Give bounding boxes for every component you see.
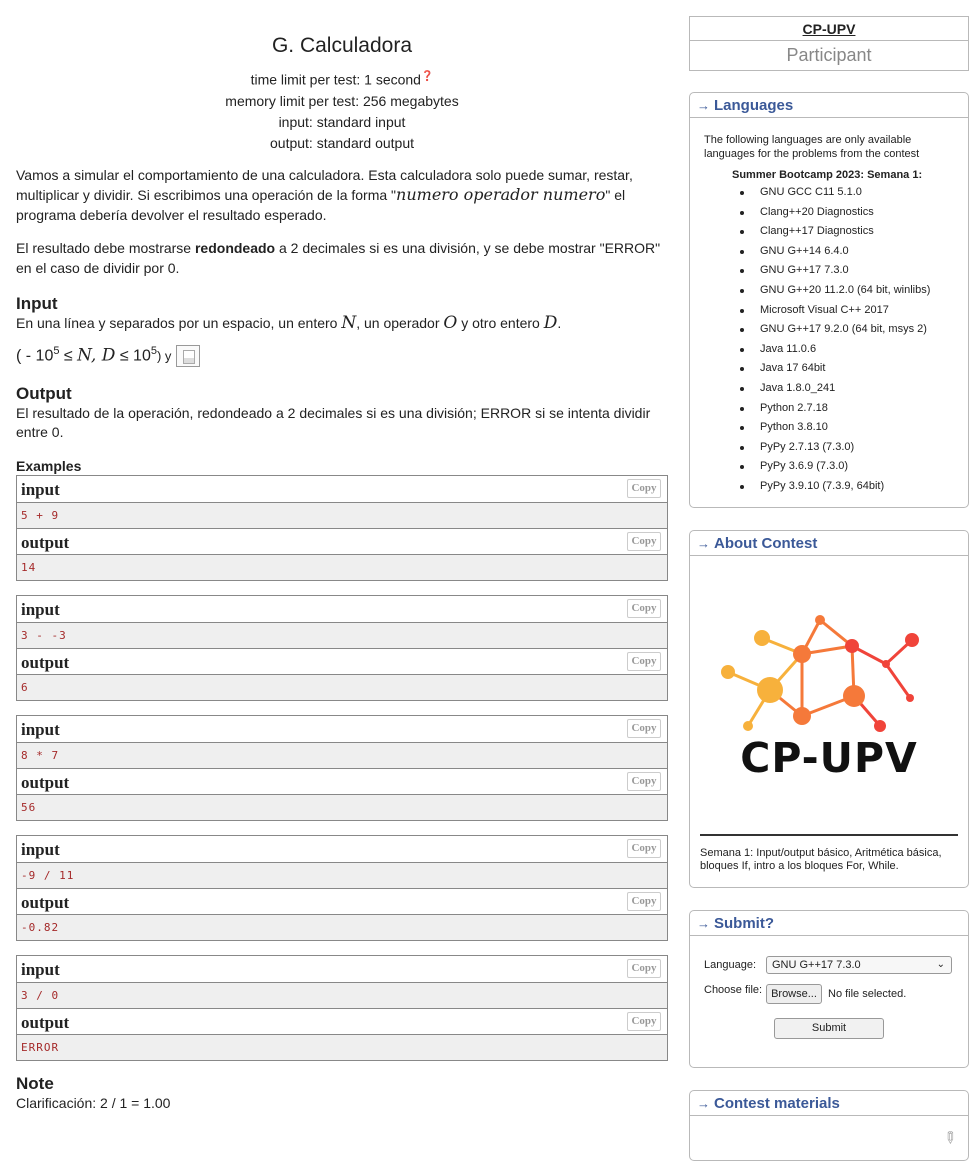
contest-materials-box [689,1090,969,1161]
help-icon[interactable]: ❓ [420,71,434,82]
input-label: input [21,719,60,739]
output-label: output [21,1012,70,1032]
input-text-part: En una línea y separados por un espacio, un entero [16,315,342,332]
language-select[interactable] [766,956,952,974]
input-label: input [21,479,60,499]
input-label: input [21,839,60,859]
language-item: GNU G++17 7.3.0 [704,261,954,281]
broken-image-icon [176,345,200,367]
network-logo-icon [700,566,958,834]
output-text: El resultado de la operación, redondeado a 2 decimales si es una división; ERROR si se intenta dividir entre 0. [16,404,651,441]
problem-header [16,33,668,154]
statement-italic: numero operador numero [396,185,606,205]
submit-form [690,936,968,1053]
input-header [17,476,667,503]
about-contest-box [689,530,969,888]
sample-input: 3 - -3 [17,623,667,648]
copy-input-button[interactable]: Copy [627,599,661,618]
note-text: Clarificación: 2 / 1 = 1.00 [16,1094,171,1111]
caption-text: Languages [714,97,794,114]
file-row [704,984,954,1018]
about-body [690,556,968,883]
input-header [17,596,667,623]
language-item: Java 1.8.0_241 [704,379,954,399]
arrow-right-icon: → [697,98,710,113]
caption-text: Submit? [714,915,774,932]
input-text-part: y otro entero [457,315,544,332]
contest-logo [700,566,958,836]
logo-text: CP-UPV [740,734,918,782]
contest-name-link[interactable]: CP-UPV [690,17,968,41]
about-description: Semana 1: Input/output básico, Aritmética básica, bloques If, intro a los bloques For, While. [700,847,942,872]
paperclip-icon[interactable]: ✎ [938,1127,960,1150]
sample-output: ERROR [17,1035,667,1060]
output-header [17,648,667,675]
languages-box [689,92,969,508]
copy-output-button[interactable]: Copy [627,652,661,671]
output-header [17,888,667,915]
input-text-part: , un operador [356,315,444,332]
constraint-line [16,340,668,367]
sample-test [16,715,668,821]
note-section [16,1073,668,1114]
languages-intro: The following languages are only available languages for the problems from the contest [704,134,920,160]
sample-input: -9 / 11 [17,863,667,888]
output-file: output: standard output [270,134,414,151]
copy-input-button[interactable]: Copy [627,719,661,738]
copy-input-button[interactable]: Copy [627,479,661,498]
copy-output-button[interactable]: Copy [627,532,661,551]
copy-output-button[interactable]: Copy [627,772,661,791]
arrow-right-icon: → [697,1096,710,1111]
language-item: Clang++20 Diagnostics [704,203,954,223]
language-item: Java 17 64bit [704,359,954,379]
input-header [17,956,667,983]
submit-box [689,910,969,1068]
sample-test [16,955,668,1061]
language-row [704,956,954,984]
sample-test [16,595,668,701]
about-caption [690,531,968,556]
sample-test [16,475,668,581]
language-select-value: GNU G++17 7.3.0 [772,959,861,971]
output-specification [16,383,668,443]
language-label: Language: [704,959,756,971]
file-status: No file selected. [828,988,907,1000]
language-item: Clang++17 Diagnostics [704,222,954,242]
language-item: Java 11.0.6 [704,340,954,360]
participant-role: Participant [786,45,872,65]
statement-bold: redondeado [194,240,276,257]
languages-list [704,183,954,497]
language-item: PyPy 3.9.10 (7.3.9, 64bit) [704,477,954,497]
language-item: PyPy 3.6.9 (7.3.0) [704,457,954,477]
sample-output: 14 [17,555,667,580]
input-title: Input [16,294,58,314]
output-title: Output [16,383,72,403]
copy-output-button[interactable]: Copy [627,892,661,911]
statement-paragraph-1 [16,166,668,226]
output-label: output [21,652,70,672]
sample-input: 5 + 9 [17,503,667,528]
math-var: O [443,313,458,334]
constraint-exponent: 5 [53,344,60,357]
sample-output: 56 [17,795,667,820]
constraint-text: ) y [156,347,172,363]
copy-input-button[interactable]: Copy [627,839,661,858]
output-label: output [21,772,70,792]
input-text [16,314,668,334]
output-header [17,768,667,795]
browse-button[interactable]: Browse... [766,984,822,1004]
input-file: input: standard input [278,113,406,130]
time-limit-text: time limit per test: 1 second [250,71,421,88]
statement-text: a 2 decimales si es una división, y se debe mostrar "ERROR" en el caso de dividir por 0. [16,240,661,276]
math-var: D [543,313,558,334]
chevron-down-icon: ⌄ [936,959,945,970]
statement-text: " el programa debería devolver el resultado esperado. [16,187,626,223]
arrow-right-icon: → [697,536,710,551]
language-item: PyPy 2.7.13 (7.3.0) [704,438,954,458]
problem-title: G. Calculadora [271,34,413,57]
constraint-text: ≤ [59,346,78,364]
language-item: Python 2.7.18 [704,399,954,419]
language-item: GNU GCC C11 5.1.0 [704,183,954,203]
submit-button[interactable]: Submit [774,1018,884,1039]
languages-group-title: Summer Bootcamp 2023: Semana 1: [732,169,923,181]
constraint-exponent: 5 [150,344,157,357]
copy-input-button[interactable]: Copy [627,959,661,978]
arrow-right-icon: → [697,916,710,931]
sample-output: 6 [17,675,667,700]
materials-body [690,1116,968,1160]
sample-output: -0.82 [17,915,667,940]
constraint-text: ( - 10 [16,346,54,364]
math-var: N, D [77,344,116,365]
language-item: Microsoft Visual C++ 2017 [704,301,954,321]
constraint-text: ≤ 10 [115,346,151,364]
statement-text: El resultado debe mostrarse [16,240,195,257]
input-text-part: . [557,315,562,332]
input-label: input [21,959,60,979]
language-item: Python 3.8.10 [704,418,954,438]
statement-text: Vamos a simular el comportamiento de una calculadora. Esta calculadora solo puede sumar, restar, multiplicar y dividir. Si escribimos una operación de la forma " [16,166,633,204]
sample-input: 3 / 0 [17,983,667,1008]
examples-title: Examples [16,457,82,474]
copy-output-button[interactable]: Copy [627,1012,661,1031]
language-item: GNU G++20 11.2.0 (64 bit, winlibs) [704,281,954,301]
input-specification [16,293,668,367]
statement-paragraph-2 [16,239,668,278]
sample-test [16,835,668,941]
input-label: input [21,599,60,619]
languages-body [690,118,968,507]
sidebar [689,16,969,1161]
problem-statement [16,16,668,1113]
sample-input: 8 * 7 [17,743,667,768]
output-label: output [21,532,70,552]
output-header [17,1008,667,1035]
output-header [17,528,667,555]
input-header [17,716,667,743]
file-label: Choose file: [704,984,763,996]
note-title: Note [16,1073,54,1093]
language-item: GNU G++17 9.2.0 (64 bit, msys 2) [704,320,954,340]
caption-text: Contest materials [714,1095,840,1112]
examples-list [16,475,668,1061]
languages-caption [690,93,968,118]
participant-box [689,16,969,71]
math-var: N [341,313,357,334]
time-limit [16,66,668,91]
input-header [17,836,667,863]
submit-caption [690,911,968,936]
language-item: GNU G++14 6.4.0 [704,242,954,262]
output-label: output [21,892,70,912]
materials-caption [690,1091,968,1116]
caption-text: About Contest [714,535,818,552]
memory-limit: memory limit per test: 256 megabytes [225,92,459,109]
